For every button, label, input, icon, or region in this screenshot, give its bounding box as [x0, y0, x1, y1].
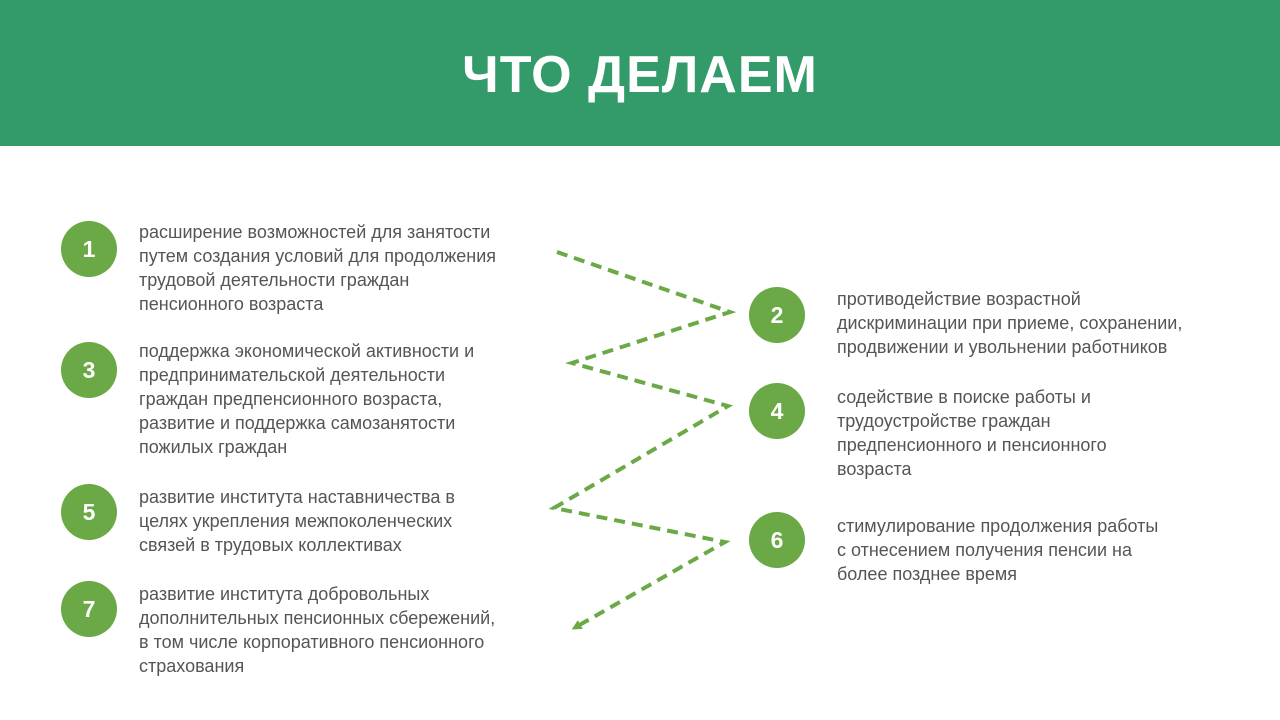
step-7-text: развитие института добровольных дополнительных пенсионных сбережений, в том числе корпоративного пенсионного страхования [139, 584, 496, 676]
step-3-badge: 3 [61, 342, 117, 398]
step-2-badge: 2 [749, 287, 805, 343]
step-3-text: поддержка экономической активности и предпринимательской деятельности граждан предпенсионного возраста, развитие и поддержка самозанятости пожилых граждан [139, 341, 475, 457]
step-6-badge: 6 [749, 512, 805, 568]
dashed-connector-line [554, 252, 730, 627]
step-4-text: содействие в поиске работы и трудоустройстве граждан предпенсионного и пенсионного возраста [837, 387, 1107, 479]
step-5-badge: 5 [61, 484, 117, 540]
step-1-text: расширение возможностей для занятости путем создания условий для продолжения трудовой деятельности граждан пенсионного возраста [139, 222, 497, 314]
step-4-badge: 4 [749, 383, 805, 439]
step-6-text: стимулирование продолжения работы с отнесением получения пенсии на более позднее время [837, 516, 1159, 584]
step-5-text: развитие института наставничества в целях укрепления межпоколенческих связей в трудовых коллективах [139, 487, 455, 555]
step-1-badge: 1 [61, 221, 117, 277]
page-title: ЧТО ДЕЛАЕМ [462, 46, 818, 104]
step-7-badge: 7 [61, 581, 117, 637]
step-2-text: противодействие возрастной дискриминации при приеме, сохранении, продвижении и увольнении работников [837, 289, 1183, 357]
